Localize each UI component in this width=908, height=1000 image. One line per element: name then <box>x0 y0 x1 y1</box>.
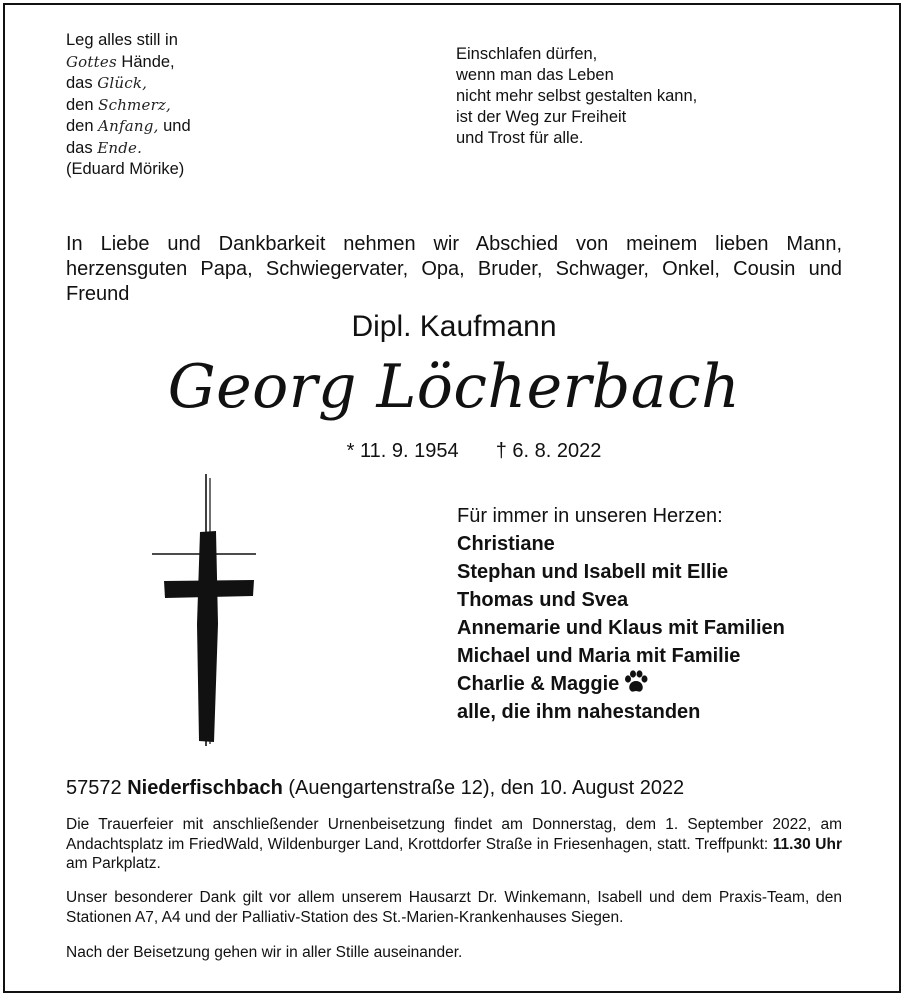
meeting-time: 11.30 Uhr <box>772 835 842 853</box>
poem-right-line: ist der Weg zur Freiheit <box>456 108 627 126</box>
mourner-name: Stephan und Isabell mit Ellie <box>457 561 729 583</box>
poem-left-line: den Schmerz, <box>66 95 172 114</box>
life-dates <box>0 440 908 463</box>
intro-text: In Liebe und Dankbarkeit nehmen wir Abschied von meinem lieben Mann, herzensguten Papa, Schwiegervater, Opa, Bruder, Schwager, Onkel, Cousin und Freund <box>66 233 842 305</box>
town: Niederfischbach <box>127 777 283 799</box>
mourners-list <box>457 502 785 726</box>
poem-right-line: Einschlafen dürfen, <box>456 45 598 63</box>
poem-left-line: Leg alles still in <box>66 31 178 49</box>
funeral-info: Die Trauerfeier mit anschließender Urnenbeisetzung findet am Donnerstag, dem 1. September 2022, am Andachtsplatz im FriedWald, Wildenburger Land, Krottdorfer Straße in Friesenhagen, statt. Treffpunkt: 11.30 Uhr am Parkplatz. <box>66 816 842 872</box>
poem-left-line: das Ende. <box>66 138 143 157</box>
mourner-name: Thomas und Svea <box>457 589 629 611</box>
address-date: (Auengartenstraße 12), den 10. August 2022 <box>282 777 685 799</box>
zip-code: 57572 <box>66 777 122 799</box>
paw-icon <box>623 670 649 694</box>
mourners-heading: Für immer in unseren Herzen: <box>457 505 723 527</box>
poem-right-line: nicht mehr selbst gestalten kann, <box>456 87 698 105</box>
poem-left-attribution: (Eduard Mörike) <box>66 160 185 178</box>
mourner-name: alle, die ihm nahestanden <box>457 701 701 723</box>
deceased-name: Georg Löcherbach <box>167 352 741 422</box>
deceased-title: Dipl. Kaufmann <box>351 310 557 343</box>
thanks-text: Unser besonderer Dank gilt vor allem unserem Hausarzt Dr. Winkemann, Isabell und dem Praxis-Team, den Stationen A7, A4 und der Palliativ-Station des St.-Marien-Krankenhauses Siegen. <box>66 889 842 926</box>
poem-left-line: den Anfang, und <box>66 117 191 135</box>
poem-left-line: Gottes Hände, <box>66 52 175 71</box>
poem-right-line: und Trost für alle. <box>456 129 584 147</box>
mourner-name: Michael und Maria mit Familie <box>457 645 741 667</box>
death-date: † 6. 8. 2022 <box>495 440 602 462</box>
mourner-name: Annemarie und Klaus mit Familien <box>457 617 785 639</box>
cross-icon <box>150 474 260 746</box>
place-date-line <box>66 777 684 800</box>
mourner-name-pets: Charlie & Maggie <box>457 670 785 698</box>
poem-left-line: das Glück, <box>66 74 148 92</box>
closing-text: Nach der Beisetzung gehen wir in aller Stille auseinander. <box>66 944 463 961</box>
poem-right <box>456 44 697 149</box>
mourner-name: Christiane <box>457 533 555 555</box>
poem-left <box>66 30 191 181</box>
birth-date: * 11. 9. 1954 <box>346 440 459 462</box>
poem-right-line: wenn man das Leben <box>456 66 614 84</box>
